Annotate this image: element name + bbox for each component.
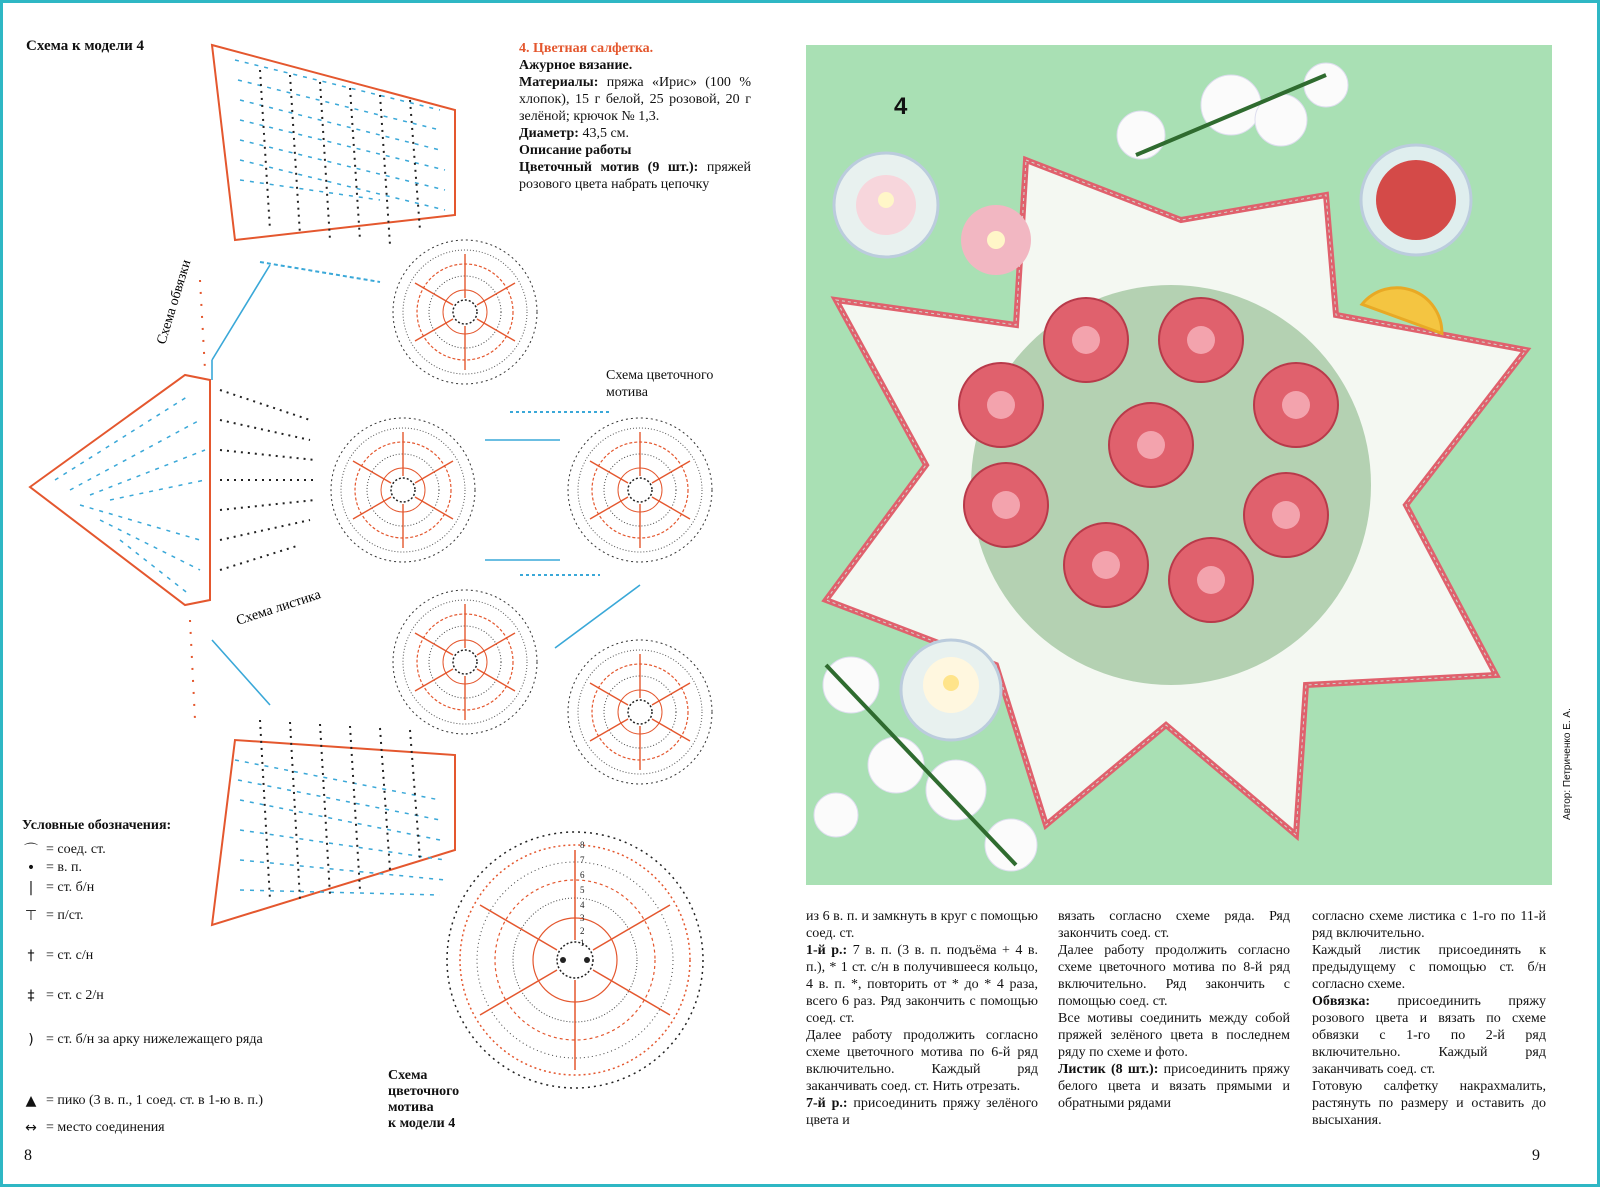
motif-top [393,240,537,384]
legend-symbol-icon: | [28,880,34,896]
caption-line: к модели 4 [388,1116,456,1131]
materials-text: пряжа «Ирис» (100 % хлопок), 15 г белой, 25 розовой, 20 г зелёной; крючок № 1,3. [519,75,751,124]
paragraph-text: присоединить пряжу зелёного цвета и [806,1096,1038,1128]
paragraph [1058,908,1290,942]
text-column-1 [806,908,1038,1129]
article-intro [519,40,751,193]
legend-item [22,860,82,876]
motif-bottom [393,590,537,734]
row-number: 7 [580,855,585,865]
legend-item [22,988,104,1004]
row-number: 1 [580,938,585,948]
flower-scheme-caption [388,1068,459,1132]
paragraph [1312,993,1546,1078]
materials [519,74,751,125]
paragraph-text: Далее работу продолжить согласно схеме цветочного мотива по 8-й ряд включительно. Ряд закончить с помощью соед. ст. [1058,943,1290,1009]
leaf-scheme-left [30,375,315,605]
paragraph [1312,942,1546,993]
legend-item [22,1120,165,1136]
paragraph-text: вязать согласно схеме ряда. Ряд закончить соед. ст. [1058,909,1290,941]
paragraph-text: присоединить пряжу розового цвета и вязать по схеме обвязки с 1-го по 2-й ряд включительно. Каждый ряд заканчивать соед. ст. [1312,994,1546,1077]
row-number: 5 [580,885,585,895]
label-flower-motif: Схема цветочного мотива [606,368,714,400]
legend-symbol-icon: ‡ [27,988,35,1004]
paragraph-text: согласно схеме листика с 1-го по 11-й ряд включительно. [1312,909,1546,941]
paragraph-lead: Обвязка: [1312,994,1370,1009]
legend-item [22,1032,263,1048]
legend-item [22,880,94,896]
paragraph-text: Готовую салфетку накрахмалить, растянуть по размеру и оставить до высыхания. [1312,1079,1546,1128]
legend-text: = пико (3 в. п., 1 соед. ст. в 1-ю в. п.) [46,1093,264,1108]
legend-symbol-icon: ) [28,1032,34,1048]
row-number: 8 [580,840,585,850]
photo-number: 4 [894,93,908,120]
legend-text: = в. п. [46,860,82,875]
text-column-2 [1058,908,1290,1112]
motif-center-left [331,418,475,562]
motif-center-right [568,418,712,562]
article-subtitle: Ажурное вязание. [519,58,633,73]
legend-item [22,1093,263,1109]
legend-symbol-icon: • [26,860,36,876]
leaf-scheme-top [212,45,455,282]
paragraph [1058,1061,1290,1112]
paragraph-lead: Листик (8 шт.): [1058,1062,1159,1077]
legend-text: = место соединения [46,1120,165,1135]
legend-text: = ст. с/н [46,948,94,963]
motif-label: Цветочный мотив (9 шт.): [519,160,699,175]
scheme-title: Схема к модели 4 [26,38,145,54]
paragraph-text: Все мотивы соединить между собой пряжей зелёного цвета в последнем ряду по схеме и фото. [1058,1011,1290,1060]
legend-text: = ст. б/н за арку нижележащего ряда [46,1032,263,1047]
page-number-left: 8 [24,1147,32,1164]
diameter [519,125,751,142]
legend-symbol-icon: ↔ [25,1120,37,1136]
article-title: 4. Цветная салфетка. [519,41,654,56]
text-column-3 [1312,908,1546,1129]
paragraph [1312,1078,1546,1129]
paragraph-text: 7 в. п. (3 в. п. подъёма + 4 в. п.), * 1 ст. с/н в получившееся кольцо, 4 в. п. *, повторить от * до * 4 раза, всего 6 раз. Ряд закончить с помощью соед. ст. [806,943,1039,1026]
page-number-right: 9 [1532,1147,1540,1164]
legend-text: = соед. ст. [46,842,106,857]
paragraph-lead: 7-й р.: [806,1096,848,1111]
legend-symbol-icon: † [27,948,35,964]
paragraph-lead: 1-й р.: [806,943,848,958]
row-number: 6 [580,870,585,880]
paragraph-text: Каждый листик присоединять к предыдущему с помощью ст. б/н согласно схеме. [1312,943,1546,992]
leaf-scheme-bottom [212,720,455,925]
row-number: 2 [580,926,585,936]
caption-line: цветочного [388,1084,460,1099]
legend-item [22,908,84,924]
legend-symbol-icon: ⌒ [24,843,38,859]
row-numbers [580,840,585,948]
label-binding: Схема обвязки [154,258,195,347]
paragraph [806,908,1038,942]
diameter-text: 43,5 см. [582,126,630,141]
legend-title: Условные обозначения: [22,818,172,833]
paragraph [1312,908,1546,942]
caption-line: Схема [388,1068,428,1083]
legend-symbol-icon: ▲ [25,1093,37,1109]
motif-bottom-right [568,640,712,784]
legend-symbol-icon: ⊤ [24,908,38,924]
paragraph-text: присоединить пряжу белого цвета и вязать прямыми и обратными рядами [1058,1062,1291,1111]
author-credit: Автор: Петриченко Е. А. [1562,708,1573,820]
paragraph [1058,1010,1290,1061]
motif-instructions [519,159,751,193]
motif-text: пряжей розового цвета набрать цепочку [519,160,751,192]
row-number: 3 [580,913,585,923]
label-leaf: Схема листика [234,587,323,629]
flower-scheme-large [447,832,703,1088]
paragraph [806,1095,1038,1129]
description-label: Описание работы [519,143,632,158]
legend-text: = ст. б/н [46,880,95,895]
photo-illustration [806,45,1552,885]
caption-line: мотива [388,1100,434,1115]
diameter-label: Диаметр: [519,126,579,141]
legend-text: = ст. с 2/н [46,988,104,1003]
legend-item [22,840,106,860]
paragraph-text: из 6 в. п. и замкнуть в круг с помощью соед. ст. [806,909,1038,941]
legend-text: = п/ст. [46,908,84,923]
paragraph-text: Далее работу продолжить согласно схеме цветочного мотива по 6-й ряд включительно. Каждый ряд заканчивать соед. ст. Нить отрезать. [806,1028,1038,1094]
paragraph [1058,942,1290,1010]
paragraph [806,942,1038,1027]
row-number: 4 [580,900,585,910]
materials-label: Материалы: [519,75,599,90]
legend-item [22,948,93,964]
paragraph [806,1027,1038,1095]
doily-photo [806,45,1552,885]
